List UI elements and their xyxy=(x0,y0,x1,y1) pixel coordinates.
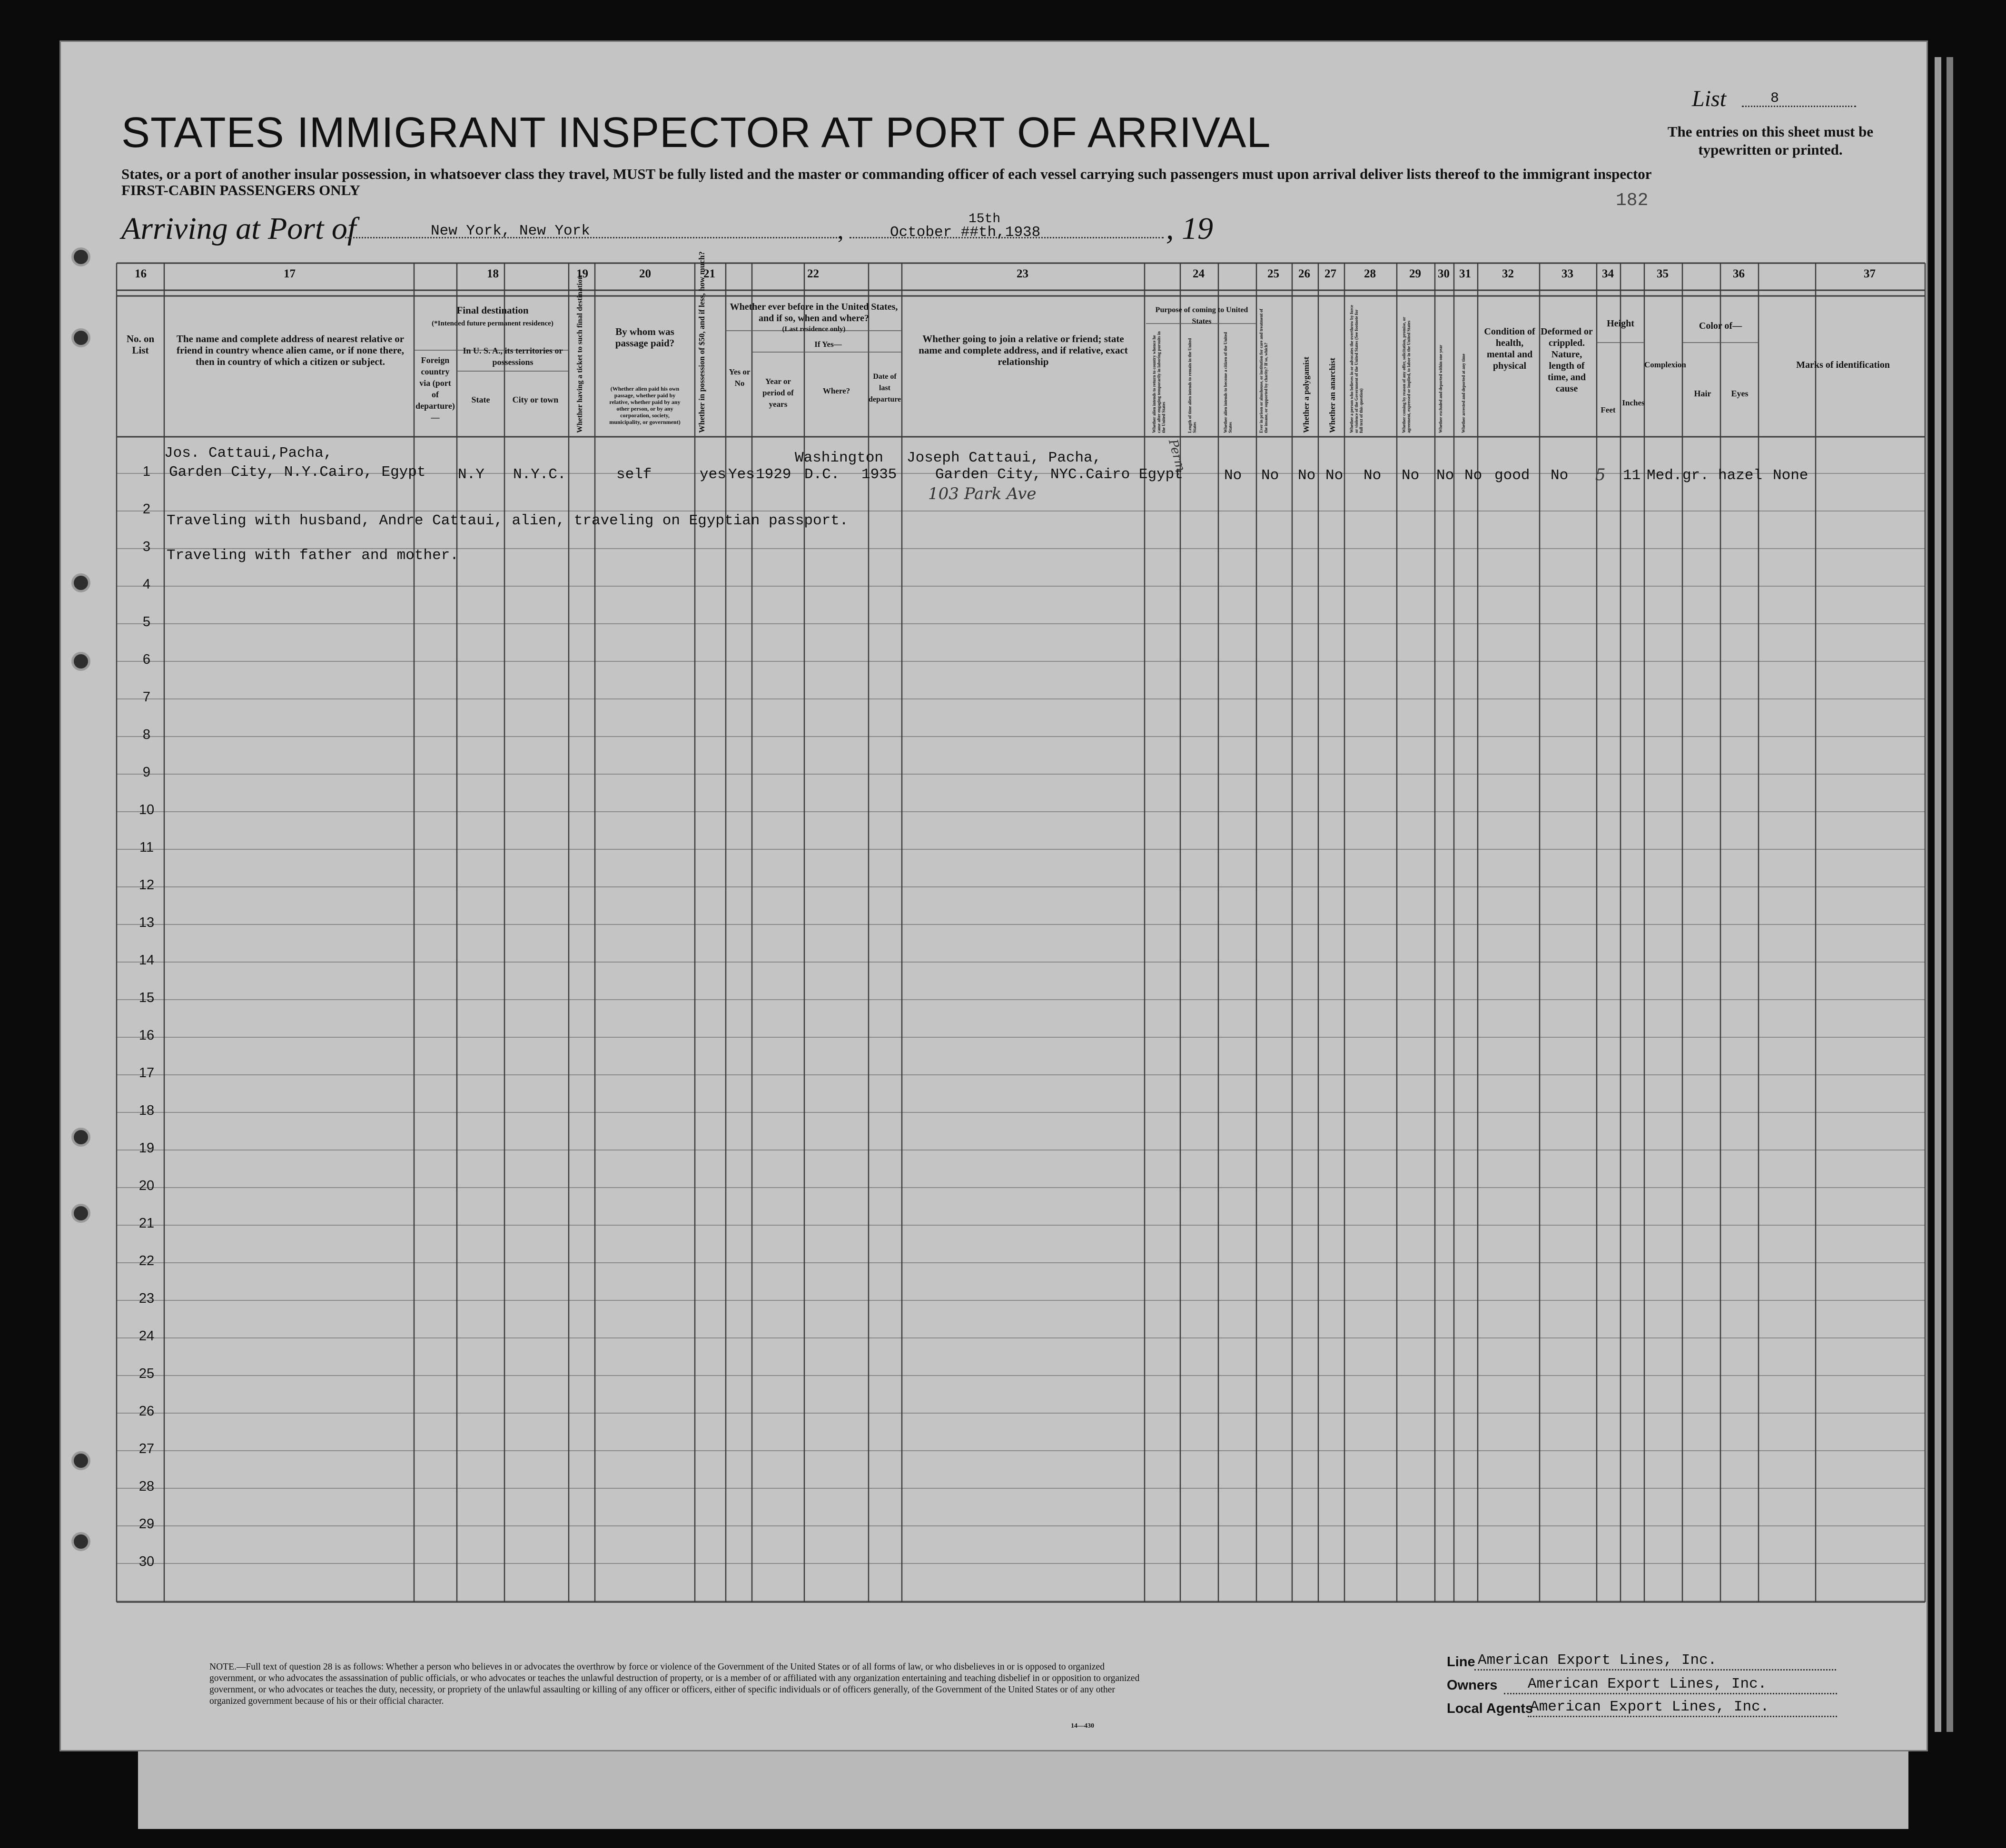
row-number: 15 xyxy=(138,990,155,1005)
header-passage-note: (Whether alien paid his own passage, whether paid by relative, whether paid by any other person, or by any corporation, society, municipality, or government) xyxy=(609,385,681,425)
header-name-address: The name and complete address of nearest relative or friend in country whence alien came, or if none there, then in country of which a citizen or subject. xyxy=(176,333,405,367)
header-city: City or town xyxy=(512,395,559,404)
anarchist-value: No xyxy=(1325,467,1344,484)
deformed-value: No xyxy=(1551,467,1569,484)
complexion-value: Med. xyxy=(1647,467,1682,484)
port-value: New York, New York xyxy=(431,223,590,239)
row-number: 22 xyxy=(138,1253,155,1268)
row-number: 11 xyxy=(139,840,154,855)
header-possession: Whether in possession of $50, and if less, how much? xyxy=(697,251,706,433)
list-number: 8 xyxy=(1770,90,1779,107)
relative-address: Garden City, N.Y.Cairo, Egypt xyxy=(169,464,426,481)
column-number: 31 xyxy=(1459,267,1471,280)
page-title: STATES IMMIGRANT INSPECTOR AT PORT OF ARRIVAL xyxy=(121,109,1271,157)
column-number: 36 xyxy=(1733,267,1745,280)
year-value: 1929 xyxy=(756,466,791,483)
q30-value: No xyxy=(1436,467,1454,484)
agents-underline xyxy=(1528,1716,1837,1717)
row2-note: Traveling with husband, Andre Cattaui, alien, traveling on Egyptian passport. xyxy=(167,512,849,529)
row-number: 10 xyxy=(138,802,155,817)
row-number: 20 xyxy=(138,1178,155,1193)
row-number: 25 xyxy=(138,1366,155,1381)
line-underline xyxy=(1474,1669,1836,1671)
header-before-note: (Last residence only) xyxy=(782,325,846,333)
column-number: 21 xyxy=(703,267,715,280)
prison-value: No xyxy=(1261,467,1279,484)
column-number: 30 xyxy=(1438,267,1450,280)
row-number: 19 xyxy=(138,1140,155,1156)
q28-value: No xyxy=(1364,467,1382,484)
column-number: 27 xyxy=(1324,267,1336,280)
row3-note: Traveling with father and mother. xyxy=(167,547,459,564)
header-in-usa: In U. S. A., its territories or possessions xyxy=(463,346,563,367)
column-number: 29 xyxy=(1409,267,1421,280)
header-yes-no: Yes or No xyxy=(729,367,751,388)
subtitle: States, or a port of another insular possession, in whatsoever class they travel, MUST be fully listed and the master or commanding officer of each vessel carrying such passengers must upon arrival deliver lists thereof to the immigrant inspector xyxy=(121,166,1652,182)
row-number: 23 xyxy=(138,1291,155,1306)
arriving-label: Arriving at Port of xyxy=(121,211,356,246)
header-q29: Whether coming by reason of any offer, solicitation, promise, or agreement, expressed or implied, to labor in the United States xyxy=(1402,317,1411,433)
row-number: 18 xyxy=(138,1103,155,1118)
agents-value: American Export Lines, Inc. xyxy=(1530,1699,1769,1715)
owners-underline xyxy=(1504,1693,1837,1694)
header-color-of: Color of— xyxy=(1699,321,1742,331)
header-year-period: Year or period of years xyxy=(762,377,794,409)
comma-separator: , xyxy=(838,217,844,244)
header-condition: Condition of health, mental and physical xyxy=(1484,326,1535,371)
row-number: 17 xyxy=(138,1065,155,1081)
header-ticket: Whether having a ticket to such final destination xyxy=(576,275,584,433)
header-before-in-us: Whether ever before in the United States, and if so, when and where? xyxy=(730,302,898,324)
column-number: 32 xyxy=(1502,267,1514,280)
passage-paid-by: self xyxy=(616,466,652,483)
question-28-note: NOTE.—Full text of question 28 is as follows: Whether a person who believes in or advocates the overthrow by force or violence of the Government of the United States or of all forms of law, or who disbelieves in or is opposed to organized government, or who advocates the assassination of public officials, or who advocates or teaches the unlawful destruction of property, or is a member of or affiliated with any organization entertaining and teaching disbelief in or opposition to organized government, or who advocates or teaches the duty, necessity, or propriety of the unlawful assaulting or killing of any officer or officers, either of specific individuals or of officers generally, of the Government of the United States or of any other organized government because of his or their official character. xyxy=(209,1662,1140,1706)
column-number: 28 xyxy=(1364,267,1376,280)
possession-value: yes xyxy=(700,466,726,483)
column-number: 24 xyxy=(1193,267,1205,280)
handwritten-purpose: Perm. xyxy=(1166,438,1189,477)
typewritten-instruction: The entries on this sheet must be typewritten or printed. xyxy=(1667,123,1874,158)
header-feet: Feet xyxy=(1601,405,1616,414)
row-number: 12 xyxy=(138,877,155,893)
column-number: 16 xyxy=(135,267,147,280)
header-height: Height xyxy=(1607,318,1634,329)
polygamist-value: No xyxy=(1298,467,1316,484)
row-number: 24 xyxy=(138,1328,155,1344)
row-number: 27 xyxy=(138,1441,155,1456)
line-value: American Export Lines, Inc. xyxy=(1478,1652,1717,1669)
header-eyes: Eyes xyxy=(1731,389,1749,398)
column-number: 33 xyxy=(1561,267,1573,280)
header-foreign-country: Foreign country via (port of departure)— xyxy=(415,355,455,422)
header-join-relative: Whether going to join a relative or friend; state name and complete address, and if relative, exact relationship xyxy=(919,333,1128,367)
column-number: 25 xyxy=(1267,267,1279,280)
column-number: 34 xyxy=(1602,267,1614,280)
row-number: 2 xyxy=(142,501,151,517)
header-inches: Inches xyxy=(1622,398,1645,407)
feet-value: 5 xyxy=(1595,465,1606,484)
condition-value: good xyxy=(1494,467,1530,484)
header-purpose-citizen: Whether alien intends to become a citizen of the United States xyxy=(1223,332,1233,433)
citizen-value: No xyxy=(1224,467,1242,484)
owners-label: Owners xyxy=(1447,1678,1498,1693)
year-prefix: , 19 xyxy=(1166,211,1213,246)
header-date-last: Date of last departure xyxy=(869,373,901,403)
header-q28: Whether a person who believes in or advocates the overthrow by force or violence of the Government of the United States (See footnote for full text of this question) xyxy=(1349,305,1364,433)
last-departure-date: 1935 xyxy=(861,466,897,483)
column-number: 23 xyxy=(1017,267,1028,280)
where-value-line2: D.C. xyxy=(804,466,840,483)
agents-label: Local Agents xyxy=(1447,1701,1533,1716)
header-purpose: Purpose of coming to United States xyxy=(1155,306,1248,325)
where-value-line1: Washington xyxy=(795,450,884,466)
destination-state: N.Y xyxy=(458,466,484,483)
row-number: 6 xyxy=(142,652,151,667)
join-relative-line2: Garden City, NYC.Cairo Egypt xyxy=(935,466,1183,483)
hair-value: gr. xyxy=(1682,467,1709,484)
header-hair: Hair xyxy=(1694,389,1711,398)
row-number: 9 xyxy=(142,765,151,780)
header-purpose-return: Whether alien intends to return to country whence he came after engaging temporarily in laboring pursuits in the United States xyxy=(1152,331,1166,433)
list-label: List xyxy=(1692,86,1727,111)
row-number: 28 xyxy=(138,1479,155,1494)
owners-value: American Export Lines, Inc. xyxy=(1528,1676,1767,1692)
column-number: 18 xyxy=(487,267,499,280)
stamp-number: 182 xyxy=(1616,190,1649,211)
eyes-value: hazel xyxy=(1718,467,1763,484)
row-number: 29 xyxy=(138,1516,155,1532)
row-number: 26 xyxy=(138,1404,155,1419)
header-purpose-length: Length of time alien intends to remain in the United States xyxy=(1187,338,1197,433)
header-final-destination-note: (*Intended future permanent residence) xyxy=(432,320,553,327)
header-anarchist: Whether an anarchist xyxy=(1328,357,1337,433)
list-underline xyxy=(1742,106,1856,107)
column-number: 35 xyxy=(1657,267,1669,280)
column-number: 19 xyxy=(576,267,588,280)
destination-city: N.Y.C. xyxy=(513,466,566,483)
header-q30: Whether excluded and deported within one year xyxy=(1438,344,1443,433)
header-deformed: Deformed or crippled. Nature, length of time, and cause xyxy=(1541,326,1593,394)
row-number: 4 xyxy=(142,577,151,592)
header-marks: Marks of identification xyxy=(1796,360,1890,370)
header-state: State xyxy=(471,395,490,404)
header-polygamist: Whether a polygamist xyxy=(1302,356,1311,433)
row-number: 3 xyxy=(142,539,151,554)
arrival-date: October ##th,1938 xyxy=(890,224,1041,241)
header-passage-paid: By whom was passage paid? xyxy=(615,326,675,349)
row-number: 30 xyxy=(138,1554,155,1569)
header-if-yes: If Yes— xyxy=(814,340,842,349)
row-number: 8 xyxy=(142,727,151,742)
port-underline xyxy=(345,237,840,238)
row-number: 1 xyxy=(142,464,151,479)
form-number: 14—430 xyxy=(1071,1722,1094,1730)
column-number: 26 xyxy=(1298,267,1310,280)
line-label: Line xyxy=(1447,1654,1475,1670)
header-no-on-list: No. on List xyxy=(126,333,155,356)
header-complexion: Complexion xyxy=(1644,360,1686,369)
header-prison: Ever in prison or almshouse, or institution for care and treatment of the insane, or supported by charity? If so, which? xyxy=(1259,309,1268,433)
row-number: 13 xyxy=(138,915,155,930)
column-number: 20 xyxy=(639,267,651,280)
column-number: 22 xyxy=(807,267,819,280)
column-number: 17 xyxy=(284,267,296,280)
header-final-destination: Final destination xyxy=(456,305,529,316)
handwritten-address: 103 Park Ave xyxy=(928,484,1037,503)
row-number: 7 xyxy=(142,689,151,705)
q29-value: No xyxy=(1402,467,1420,484)
row-number: 5 xyxy=(142,614,151,629)
header-q31: Whether arrested and deported at any time xyxy=(1461,354,1466,433)
q31-value: No xyxy=(1464,467,1482,484)
join-relative-line1: Joseph Cattaui, Pacha, xyxy=(907,450,1102,466)
inches-value: 11 xyxy=(1623,467,1641,484)
row-number: 21 xyxy=(138,1216,155,1231)
relative-name: Jos. Cattaui,Pacha, xyxy=(164,445,333,462)
row-number: 14 xyxy=(138,953,155,968)
passenger-class: FIRST-CABIN PASSENGERS ONLY xyxy=(121,182,360,198)
row-number: 16 xyxy=(138,1028,155,1043)
date-correction: 15th xyxy=(968,212,1001,226)
header-where: Where? xyxy=(822,386,850,395)
before-in-us-value: Yes xyxy=(728,466,755,483)
column-number: 37 xyxy=(1864,267,1876,280)
marks-value: None xyxy=(1773,467,1808,484)
